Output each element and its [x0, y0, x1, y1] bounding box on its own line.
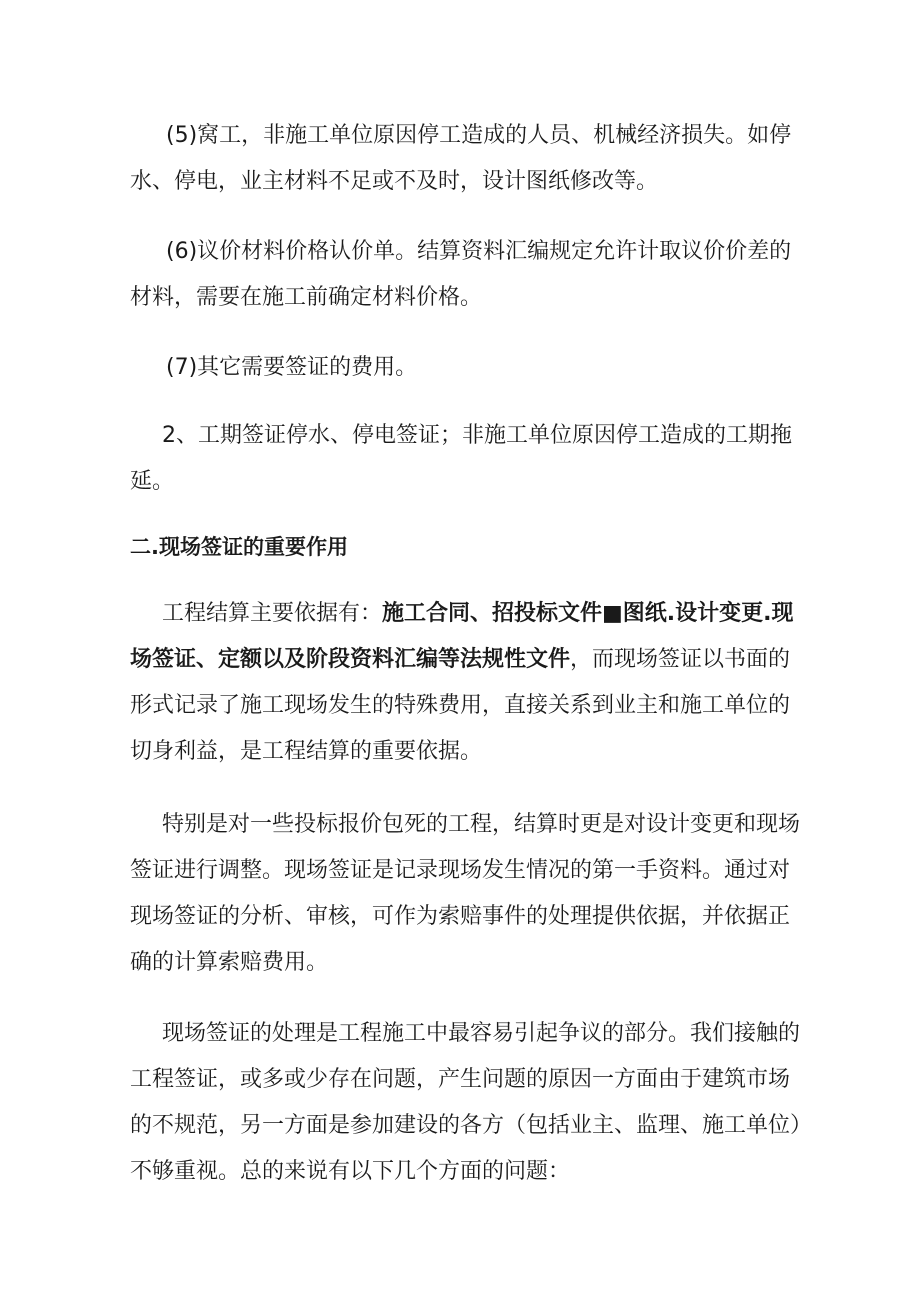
paragraph-special-projects: 特别是对一些投标报价包死的工程，结算时更是对设计变更和现场签证进行调整。现场签证是记录现场发生情况的第一手资料。通过对现场签证的分析、审核，可作为索赔事件的处理提供依据，并依据正确的计算索赔费用。: [130, 812, 801, 975]
paragraph-item-7: (7)其它需要签证的费用。: [166, 355, 418, 380]
basis-lead-text: 工程结算主要依据有：: [162, 601, 383, 626]
paragraph-settlement-basis: [130, 591, 805, 775]
paragraph-item-6: (6)议价材料价格认价单。结算资料汇编规定允许计取议价价差的材料，需要在施工前确定材料价格。: [130, 239, 792, 310]
basis-rest-text: ，而现场签证以书面的形式记录了施工现场发生的特殊费用，直接关系到业主和施工单位的切身利益，是工程结算的重要依据。: [130, 647, 791, 764]
section-heading: 二.现场签证的重要作用: [130, 535, 348, 559]
paragraph-schedule-visa: 2、工期签证停水、停电签证；非施工单位原因停工造成的工期拖延。: [130, 423, 792, 494]
paragraph-disputes: 现场签证的处理是工程施工中最容易引起争议的部分。我们接触的工程签证，或多或少存在问题，产生问题的原因一方面由于建筑市场的不规范，另一方面是参加建设的各方（包括业主、监理、施工单位）不够重视。总的来说有以下几个方面的问题：: [130, 1021, 802, 1184]
basis-bold-text: 施工合同、招投标文件■图纸.设计变更.现场签证、定额以及阶段资料汇编等法规性文件: [130, 601, 794, 672]
paragraph-item-5: (5)窝工，非施工单位原因停工造成的人员、机械经济损失。如停水、停电，业主材料不足或不及时，设计图纸修改等。: [130, 123, 792, 194]
